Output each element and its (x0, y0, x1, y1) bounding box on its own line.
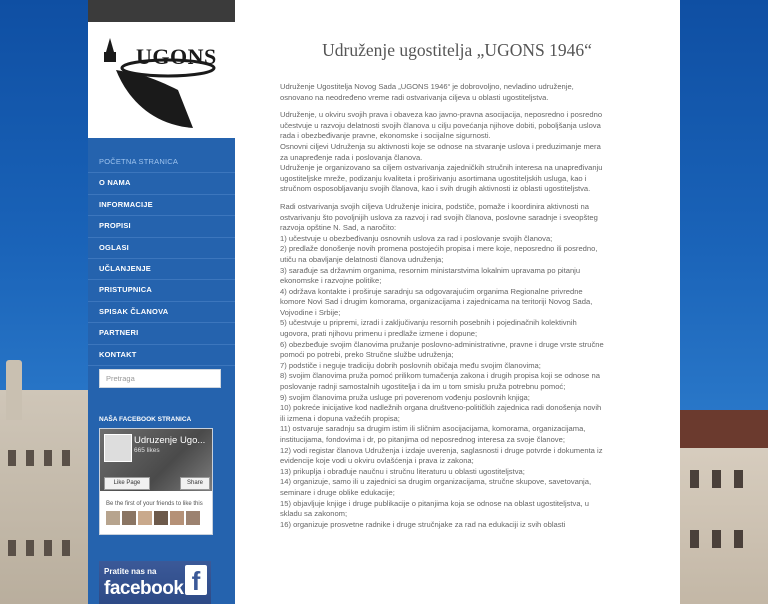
nav-item-informacije[interactable]: INFORMACIJE (88, 195, 235, 216)
background-window (44, 540, 52, 556)
logo-text: UGONS (136, 44, 217, 69)
article-line: 16) organizuje prosvetne radnike i druge stručnjake za rad na edukaciji iz svih oblasti (280, 519, 566, 529)
article-line: Osnovni ciljevi Udruženja su aktivnosti koje se odnose na stvaranje uslova i preduzimanje mera (280, 141, 601, 151)
facebook-like-count: 665 likes (134, 447, 160, 454)
article-line: 5) učestvuje u pripremi, izradi i zaključivanju resornih posebnih i pojedinačnih kolektivnih (280, 318, 577, 328)
facebook-friends-text: Be the first of your friends to like this (106, 501, 203, 507)
article-line: razvoja opštine N. Sad, a naročito: (280, 223, 397, 233)
background-building-right (680, 430, 768, 604)
background-window (8, 450, 16, 466)
nav-item-kontakt[interactable]: KONTAKT (88, 345, 235, 366)
background-window (712, 470, 721, 488)
background-window (734, 470, 743, 488)
article-line: rada i obezbeđivanje pravne, ekonomske i socijalne sigurnosti. (280, 131, 491, 141)
article-line: Vojvodine i Srbije; (280, 307, 341, 317)
article-line: Udruženje, u okviru svojih prava i obaveza kao javno-pravna asocijacija, neposredno i posredno (280, 110, 603, 120)
nav-item-oglasi[interactable]: OGLASI (88, 238, 235, 259)
background-window (62, 450, 70, 466)
article-paragraph (280, 82, 640, 103)
facebook-friend-faces (106, 511, 200, 525)
article-line: ostvarivanju što povoljnijih uslova za razvoj i rad svojih članova, poslovne saradnje i sveopšteg (280, 212, 598, 222)
article-line: 12) vodi registar članova Udruženja i izdaje uverenja, saglasnosti i druge potvrde i dokumenta iz (280, 445, 603, 455)
article-line: utiču na obavljanje delatnosti članova udruženja; (280, 254, 444, 264)
article-line: institucijama, fondovima i dr, po pitanjima od neposrednog interesa za svoje članove; (280, 435, 565, 444)
article-line: 1) učestvuje u obezbeđivanju osnovnih uslova za rad i poslovanje svojih članova; (280, 233, 553, 243)
background-window (690, 470, 699, 488)
article-line: 15) objavljuje knjige i druge publikacije o pitanjima koja se odnose na oblast ugostiteljstva, u (280, 498, 590, 508)
avatar[interactable] (106, 511, 120, 525)
article-line: Udruženje Ugostitelja Novog Sada „UGONS 1946“ je dobrovoljno, nevladino udruženje, (280, 82, 574, 91)
article-line: ekonomske i razvojne politike; (280, 276, 382, 286)
article-line: evidencije koje vodi u okviru ovlašćenja i prava iz zakona; (280, 456, 474, 466)
background-window (8, 540, 16, 556)
facebook-page-widget (99, 428, 213, 535)
article-line: poslovanje radnji samostalnih ugostitelja i da im u tom smislu pruža potrebnu pomoć; (280, 382, 566, 392)
article-line: osnovano na neodređeno vreme radi ostvarivanja ciljeva u oblasti ugostiteljstva. (280, 92, 549, 102)
background-window (690, 530, 699, 548)
sidebar (88, 0, 235, 604)
article-line: 2) predlaže donošenje novih promena postojećih propisa i mere koje, neposredno ili posredno, (280, 244, 598, 254)
background-window (734, 530, 743, 548)
facebook-follow-text: Pratite nas na (104, 567, 157, 576)
article-line: pomoći po potrebi, preko Stručne službe udruženja; (280, 350, 454, 360)
article-line: 4) održava kontakte i proširuje saradnju sa odgovarajućim organima Regionalne privredne (280, 286, 583, 296)
main-nav (88, 152, 235, 366)
facebook-wordmark: facebook (104, 578, 184, 599)
article-line: učestvuje u razvoju delatnosti svojih članova u cilju povećanja njihove dobiti, poboljšanja uslova (280, 120, 601, 130)
article-line: 13) prikuplja i obrađuje naučnu i stručnu literaturu u oblasti ugostiteljstva; (280, 466, 525, 476)
background-window (712, 530, 721, 548)
site-logo[interactable] (88, 0, 235, 138)
nav-item-propisi[interactable]: PROPISI (88, 216, 235, 237)
article-body (280, 82, 640, 537)
background-window (44, 450, 52, 466)
background-window (62, 540, 70, 556)
nav-item-partneri[interactable]: PARTNERI (88, 323, 235, 344)
facebook-follow-banner[interactable] (99, 561, 211, 604)
nav-item-o-nama[interactable]: O NAMA (88, 173, 235, 194)
article-line: komore Novi Sad i drugim komorama, organizacijama i zajednicama na teritoriji Novog Sada, (280, 297, 593, 307)
article-line: 6) obezbeđuje svojim članovima pružanje poslovno-administrativne, pravne i druge vrste stručne (280, 339, 604, 349)
article-line: Radi ostvarivanja svojih ciljeva Udruženje inicira, podstiče, pomaže i koordinira aktivnosti na (280, 201, 589, 211)
article-line: ugovora, prati njihovu primenu i predlaže izmene i dopune; (280, 329, 478, 339)
article-line: 9) svojim članovima pruža usluge pri poverenom vođenju poslovnih knjiga; (280, 392, 530, 402)
background-building-left (0, 390, 88, 604)
facebook-icon: f (185, 565, 207, 595)
nav-item-uclanjenje[interactable]: UČLANJENJE (88, 259, 235, 280)
avatar[interactable] (170, 511, 184, 525)
facebook-page-name[interactable]: Udruzenje Ugo... (134, 435, 206, 446)
article-line: za unapređenje rada i poslovanja članova. (280, 152, 423, 162)
background-window (26, 540, 34, 556)
avatar[interactable] (138, 511, 152, 525)
article-line: ili izmena i dopuna važećih propisa; (280, 413, 400, 423)
facebook-section-title: NAŠA FACEBOOK STRANICA (99, 416, 192, 423)
article-line: Udruženje je organizovano sa ciljem ostvarivanja zajedničkih stručnih interesa na unapređivanju (280, 163, 603, 173)
avatar[interactable] (154, 511, 168, 525)
page-title: Udruženje ugostitelja „UGONS 1946“ (322, 40, 592, 60)
facebook-cover-image (100, 429, 212, 491)
article-line: 11) ostvaruje saradnju sa drugim istim ili sličnim asocijacijama, komorama, organizacijama, (280, 424, 586, 434)
article-line: 7) podstiče i neguje tradiciju dobrih poslovnih običaja među svojim članovima; (280, 360, 541, 370)
avatar[interactable] (122, 511, 136, 525)
nav-item-pocetna[interactable]: POČETNA STRANICA (88, 152, 235, 173)
facebook-share-button[interactable]: Share (180, 477, 210, 490)
nav-item-spisak-clanova[interactable]: SPISAK ČLANOVA (88, 302, 235, 323)
facebook-page-thumbnail[interactable] (104, 434, 132, 462)
background-tower (6, 360, 22, 420)
article-line: 14) organizuje, samo ili u zajednici sa drugim organizacijama, stručne skupove, savetovanja, (280, 477, 592, 487)
background-window (26, 450, 34, 466)
article-line: ugostiteljske mreže, podizanju kvaliteta i proširivanju asortimana ugostiteljskih usluga, kao i (280, 173, 587, 183)
nav-item-pristupnica[interactable]: PRISTUPNICA (88, 280, 235, 301)
article-line: seminare i druge oblike edukacije; (280, 487, 395, 497)
article-paragraph (280, 202, 640, 530)
background-roof (680, 410, 768, 448)
search-input[interactable]: Pretraga (99, 369, 221, 388)
article-line: 10) pokreće inicijative kod nadležnih organa društveno-političkih zajednica radi donošenja novih (280, 403, 602, 413)
article-paragraph (280, 110, 640, 195)
article-line: 8) svojim članovima pruža pomoć prilikom tumačenja zakona i drugih propisa koji se odnose na (280, 371, 600, 381)
main-content (235, 0, 680, 604)
logo-top-band (88, 0, 235, 22)
article-line: skladu sa zakonom; (280, 509, 348, 519)
avatar[interactable] (186, 511, 200, 525)
facebook-like-button[interactable]: Like Page (104, 477, 150, 490)
article-line: 3) sarađuje sa državnim organima, resornim ministarstvima lokalnim upravama po pitanju (280, 265, 581, 275)
article-line: stručnom osposobljavanju svojih članova, kao i svih drugih aktivnosti iz oblasti ugostiteljstva. (280, 184, 591, 194)
